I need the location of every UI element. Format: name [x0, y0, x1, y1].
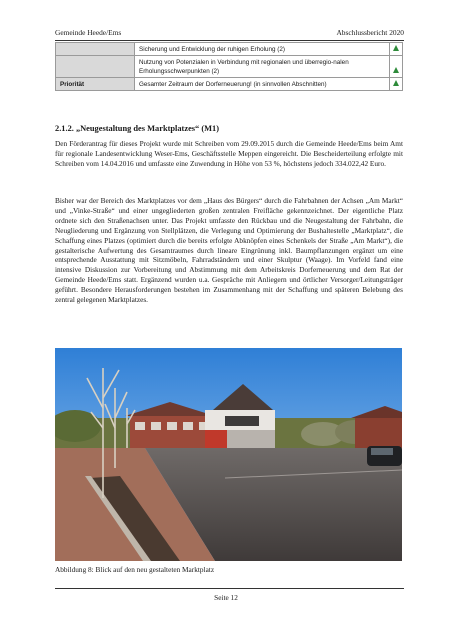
figure-caption: Abbildung 8: Blick auf den neu gestalteten Marktplatz [55, 565, 215, 574]
criteria-table [55, 42, 403, 91]
table-row [56, 43, 403, 56]
criteria-label-cell [56, 43, 135, 56]
marketplace-photo [55, 348, 402, 561]
criteria-text-cell: Sicherung und Entwicklung der ruhigen Erholung (2) [135, 43, 390, 56]
criteria-label-cell [56, 56, 135, 78]
green-triangle-up-icon [390, 78, 403, 91]
page-header [55, 28, 404, 41]
criteria-text-cell: Nutzung von Potenzialen in Verbindung mit regionalen und überregio-nalen Erholungsschwerpunkten (2) [135, 56, 390, 78]
green-triangle-up-icon [390, 43, 403, 56]
criteria-text-cell: Gesamter Zeitraum der Dorferneuerung! (in sinnvollen Abschnitten) [135, 78, 390, 91]
table-row [56, 56, 403, 78]
header-report-title: Abschlussbericht 2020 [336, 28, 404, 37]
green-triangle-up-icon [390, 56, 403, 78]
page-number: Seite 12 [214, 593, 238, 602]
paragraph-project-description: Bisher war der Bereich des Marktplatzes vor dem „Haus des Bürgers“ durch die Fahrbahnen der Achsen „Am Markt“ und „Vinke-Straße“ und einer ungegliederten großen zentralen Freifläche gekennzeichnet. Der eigentliche Platz ordnete sich den Straßenachsen unter. Das Projekt umfasste den Rückbau und die Neugestaltung der Fahrbahn, die Neugliederung und Ergänzung von Stellplätzen, die Verlegung und Optimierung der Bushaltestelle „Marktplatz“, die Schaffung eines Platzes (optimiert durch die bereits erfolgte Abknöpfen eines Schenkels der Straße „Am Markt“), die gestalterische Aufwertung des Gesamtraumes durch lineare Eingrünung inkl. Baumpflanzungen ergänzt um eine entsprechende Ausstattung mit Sitzmöbeln, Fahrradständern und einer Skulptur (Waage). Im Vorfeld fand eine intensive Diskussion zur Vorbereitung und Abstimmung mit dem Arbeitskreis Dorferneuerung und dem Rat der Gemeinde Heede/Ems statt. Ergänzend wurden u.a. Gespräche mit Anliegern und örtlicher Versorger/Leitungsträger geführt. Besondere Herausforderungen bestehen im Zusammenhang mit der Schaffung und späteren Belebung des zentral gelegenen Marktplatzes. [55, 196, 403, 305]
paragraph-funding: Den Förderantrag für dieses Projekt wurde mit Schreiben vom 29.09.2015 durch die Gemeinde Heede/Ems beim Amt für regionale Landesentwicklung Weser-Ems, Geschäftsstelle Meppen eingereicht. Die Bescheiderteilung erfolgte mit Schreiben vom 14.04.2016 und umfasste eine Zuwendung in Höhe von 53 %, höchstens jedoch 334.022,42 Euro. [55, 139, 403, 168]
header-municipality: Gemeinde Heede/Ems [55, 28, 122, 37]
footer-divider [55, 588, 404, 589]
table-row [56, 78, 403, 91]
priority-label: Priorität [56, 78, 135, 91]
section-heading: 2.1.2. „Neugestaltung des Marktplatzes“ (M1) [55, 124, 219, 133]
